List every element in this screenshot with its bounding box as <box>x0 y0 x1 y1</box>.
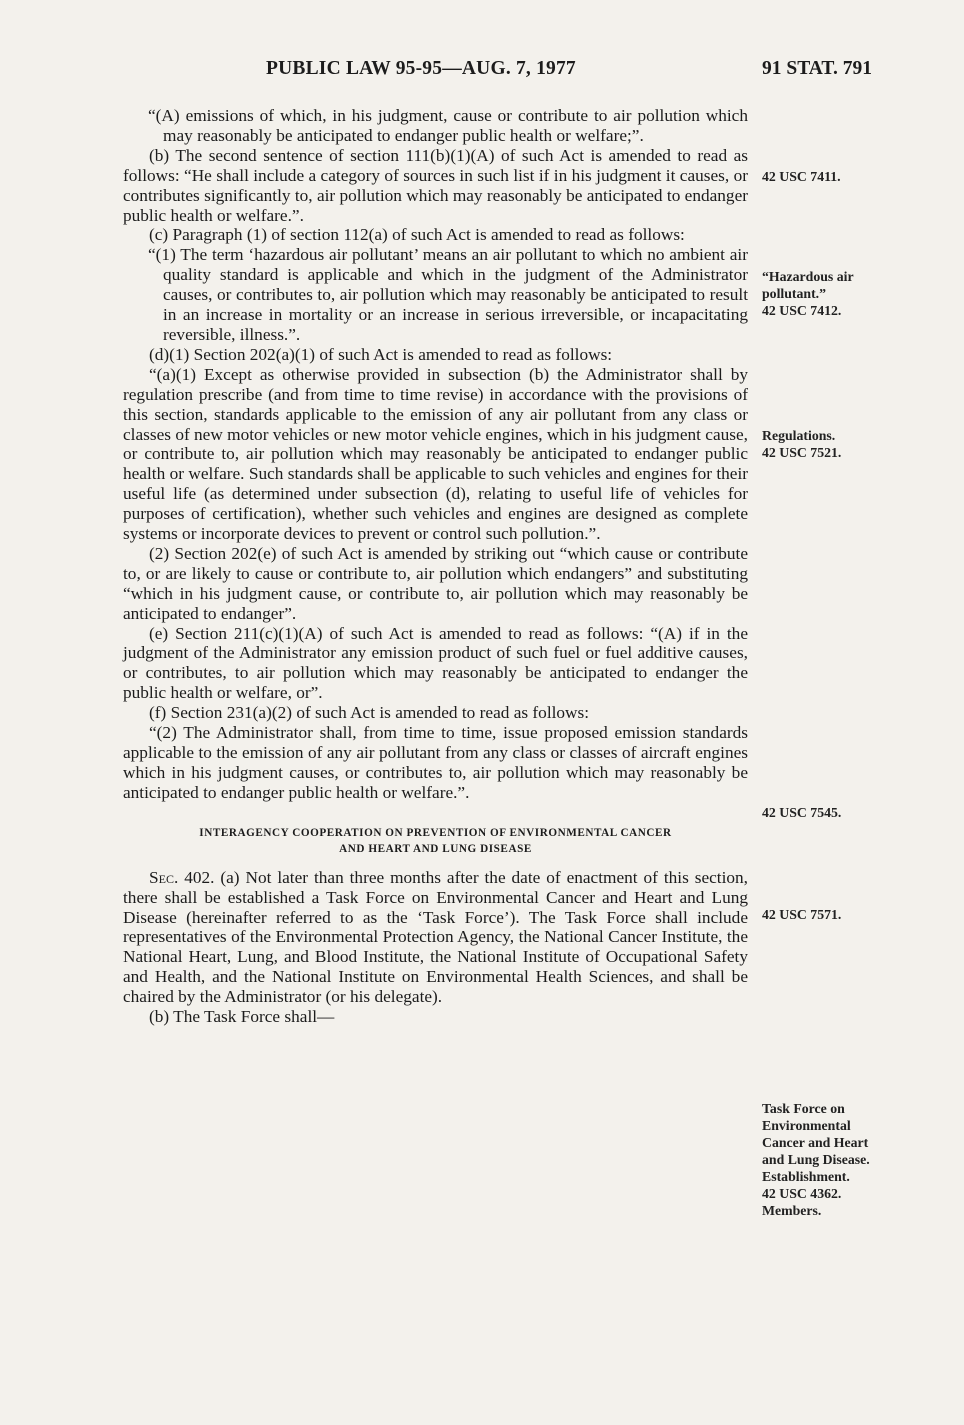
paragraph: (e) Section 211(c)(1)(A) of such Act is amended to read as follows: “(A) if in the judgment of the Administrator any emission product of such fuel or fuel additive causes, or contributes, to air pollution which may reasonably be anticipated to endanger the public health or welfare, or”. <box>123 623 748 703</box>
paragraph <box>123 868 748 1007</box>
margin-note-line: Members. <box>762 1203 822 1218</box>
paragraph: “(A) emissions of which, in his judgment, cause or contribute to air pollution which may reasonably be anticipated to endanger public health or welfare;”. <box>148 106 748 145</box>
section-heading <box>123 825 748 857</box>
running-title: PUBLIC LAW 95-95—AUG. 7, 1977 <box>266 58 576 79</box>
margin-note-line: Task Force on Environmental Cancer and Heart and Lung Disease. <box>762 1101 870 1167</box>
margin-note-line: 42 USC 7521. <box>762 445 842 460</box>
paragraph: (b) The second sentence of section 111(b)(1)(A) of such Act is amended to read as follows: “He shall include a category of sources in such list if in his judgment it causes, or contributes significantly to, air pollution which may reasonably be anticipated to endanger public health or welfare.”. <box>123 145 748 225</box>
section-heading-line: AND HEART AND LUNG DISEASE <box>339 842 532 855</box>
margin-note <box>762 268 882 319</box>
paragraph: “(2) The Administrator shall, from time to time, issue proposed emission standards applicable to the emission of any air pollutant from any class or classes of aircraft engines which in his judgment causes, or contributes to, air pollution which may reasonably be anticipated to endanger public health or welfare.”. <box>123 723 748 802</box>
margin-note-line: 42 USC 4362. <box>762 1186 842 1201</box>
page-header <box>0 58 964 84</box>
section-heading-line: INTERAGENCY COOPERATION ON PREVENTION OF ENVIRONMENTAL CANCER <box>199 826 672 839</box>
section-number: Sec. 402. <box>149 867 215 887</box>
paragraph: (b) The Task Force shall— <box>149 1007 335 1027</box>
margin-note <box>762 427 952 461</box>
main-text <box>123 106 748 1027</box>
paragraph: “(1) The term ‘hazardous air pollutant’ means an air pollutant to which no ambient air quality standard is applicable and which in the judgment of the Administrator causes, or contributes to, air pollution which may reasonably be anticipated to result in an increase in mortality or an increase in serious irreversible, or incapacitating reversible, illness.”. <box>148 245 748 344</box>
margin-note: 42 USC 7571. <box>762 907 842 922</box>
paragraph: (c) Paragraph (1) of section 112(a) of such Act is amended to read as follows: <box>149 225 685 245</box>
paragraph: (f) Section 231(a)(2) of such Act is amended to read as follows: <box>149 703 590 723</box>
paragraph-text: (a) Not later than three months after the date of enactment of this section, there shall be established a Task Force on Environmental Cancer and Heart and Lung Disease (hereinafter referred to as the ‘Task Force’). The Task Force shall include representatives of the Environmental Protection Agency, the National Cancer Institute, the National Heart, Lung, and Blood Institute, the National Institute of Occupational Safety and Health, and the National Institute on Environmental Health Sciences, and shall be chaired by the Administrator (or his delegate). <box>123 867 748 1007</box>
margin-note-line: Establishment. <box>762 1169 850 1184</box>
paragraph: “(a)(1) Except as otherwise provided in subsection (b) the Administrator shall by regulation prescribe (and from time to time revise) in accordance with the provisions of this section, standards applicable to the emission of any air pollutant from any class or classes of new motor vehicles or new motor vehicle engines, which in his judgment cause, or contribute to, air pollution which may reasonably be anticipated to endanger public health or welfare. Such standards shall be applicable to such vehicles and engines for their useful life (as determined under subsection (d), relating to useful life of vehicles for purposes of certification), whether such vehicles and engines are designed as complete systems or incorporate devices to prevent or control such pollution.”. <box>123 364 748 544</box>
margin-note <box>762 1100 892 1219</box>
margin-note-line: 42 USC 7412. <box>762 303 842 318</box>
paragraph: (d)(1) Section 202(a)(1) of such Act is amended to read as follows: <box>149 344 613 364</box>
margin-note-line: “Hazardous air pollutant.” <box>762 269 854 301</box>
statute-page-number: 91 STAT. 791 <box>762 58 872 79</box>
margin-note: 42 USC 7411. <box>762 169 841 184</box>
margin-note: 42 USC 7545. <box>762 805 842 820</box>
paragraph: (2) Section 202(e) of such Act is amended by striking out “which cause or contribute to, or are likely to cause or contribute to, air pollution which endangers” and substituting “which in his judgment cause, or contribute to, air pollution which may reasonably be anticipated to endanger”. <box>123 543 748 623</box>
margin-note-line: Regulations. <box>762 428 836 443</box>
